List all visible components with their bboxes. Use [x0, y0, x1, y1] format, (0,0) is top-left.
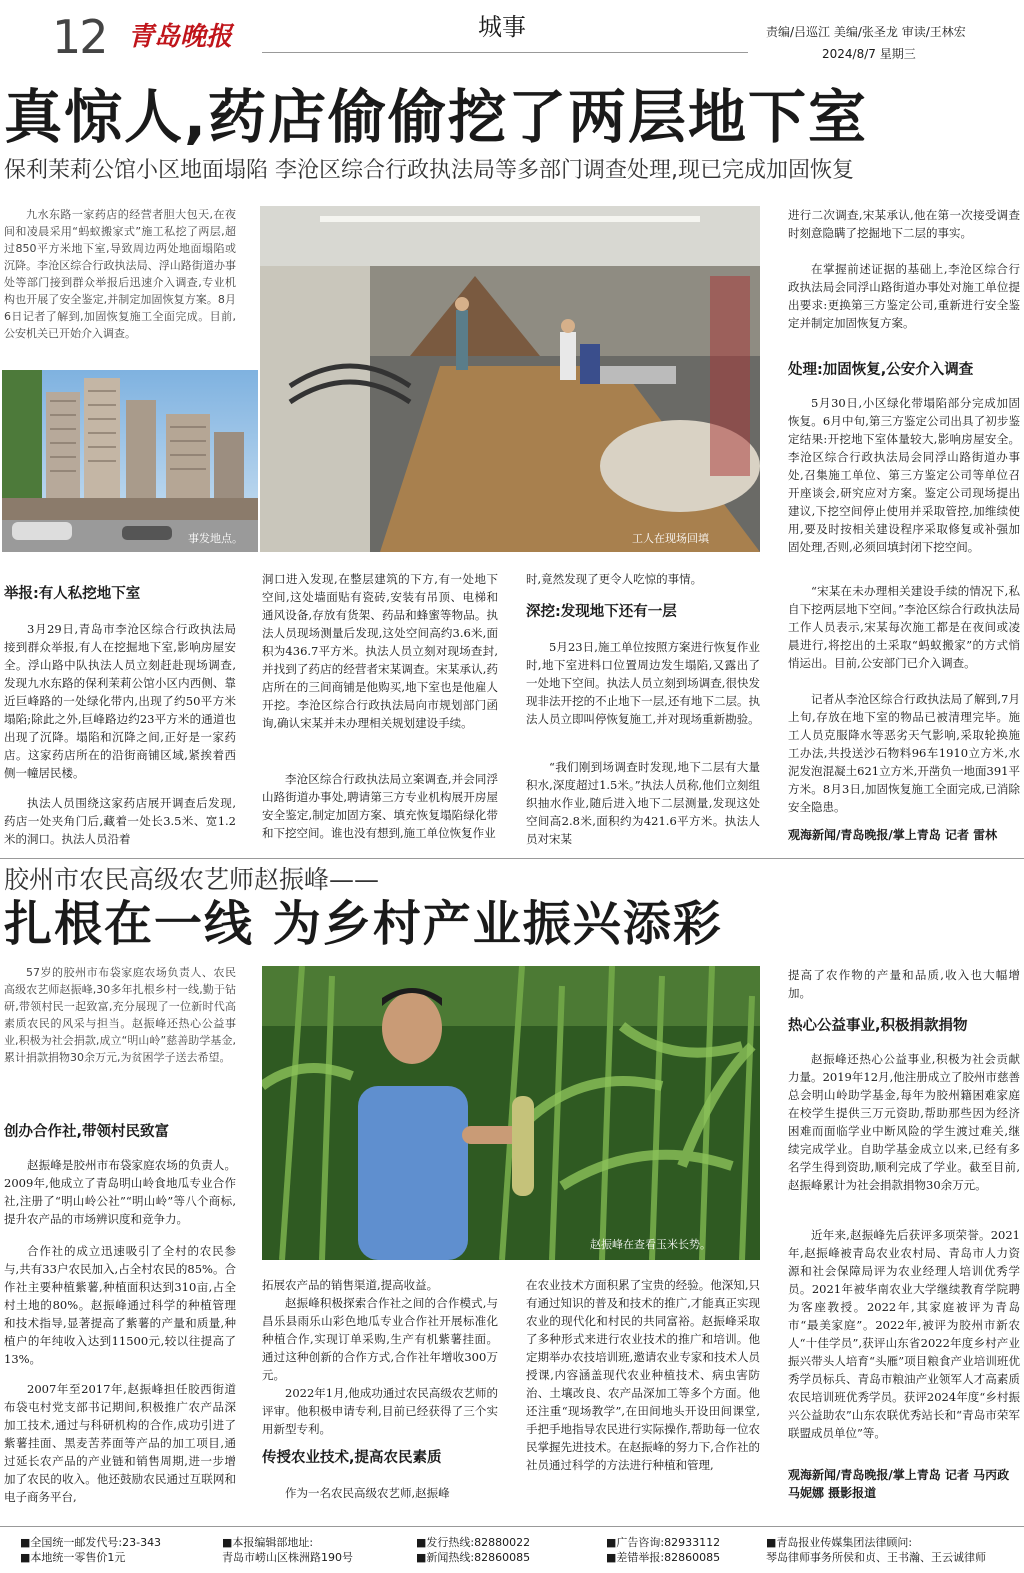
story1-right-p2 [788, 582, 1020, 690]
paragraph: 赵振峰是胶州市布袋家庭农场的负责人。2009年,他成立了青岛明山岭食地瓜专业合作社,注册了“明山岭公社”“明山岭”等八个商标,提升农产品的市场辨识度和竞争力。 [4, 1158, 236, 1226]
story1-right-p1 [788, 394, 1020, 580]
story1-photo-small-caption: 事发地点。 [188, 532, 243, 545]
story1-col3a [526, 570, 760, 590]
story1-right-top [788, 206, 1020, 260]
paragraph: 时,竟然发现了更令人吃惊的事情。 [526, 572, 703, 586]
story2-photo-caption: 赵振峰在查看玉米长势。 [590, 1238, 711, 1251]
footer-line: 琴岛律师事务所侯和贞、王书瀚、王云诚律师 [766, 1551, 986, 1564]
section-title: 城事 [478, 13, 526, 41]
paragraph: 2007年至2017年,赵振峰担任胶西街道布袋屯村党支部书记期间,积极推广农产品深加工技术,通过与科研机构的合作,成功引进了紫薯挂面、黑麦苦荞面等产品的加工项目,通过延长农产品的产业链和销售周期,进一步增加了农民的收入。他还鼓励农民通过互联网和电子商务平台, [4, 1382, 236, 1504]
footer-line: ■发行热线:82880022 [416, 1536, 531, 1549]
paragraph: 作为一名农民高级农艺师,赵振峰 [285, 1486, 450, 1500]
paragraph: 拓展农产品的销售渠道,提高收益。 [262, 1278, 439, 1292]
story2-col4 [788, 1050, 1020, 1224]
story1-headline: 真惊人,药店偷偷挖了两层地下室 [4, 83, 869, 151]
paragraph: 合作社的成立迅速吸引了全村的农民参与,共有33户农民加入,占全村农民的85%。合作社主要种植紫薯,种植面积达到310亩,占全村土地的80%。赵振峰通过科学的种植管理和技术指导,显著提高了紫薯的产量和质量,种植户的年纯收入达到11500元,较以往提高了13%。 [4, 1244, 236, 1366]
story1-byline: 观海新闻/青岛晚报/掌上青岛 记者 雷林 [788, 828, 998, 842]
footer-legal [766, 1535, 1018, 1565]
story1-right-top2 [788, 260, 1020, 348]
paragraph: “我们刚到场调查时发现,地下二层有大量积水,深度超过1.5米。”执法人员称,他们立刻组织抽水作业,随后进入地下二层测量,发现这处空间高2.8米,面积约为421.6平方米。执法人员对宋某 [526, 760, 760, 846]
story1-subhead-3: 深挖:发现地下还有一层 [526, 604, 677, 620]
story2-col4b [788, 1226, 1020, 1466]
footer-line: ■新闻热线:82860085 [416, 1551, 531, 1564]
paragraph: 赵振峰积极探索合作社之间的合作模式,与昌乐县雨乐山彩色地瓜专业合作社开展标准化种植合作,实现订单采购,生产有机紫薯挂面。通过这种创新的合作方式,合作社年增收300万元。 [262, 1296, 498, 1382]
story2-subhead-1: 创办合作社,带领村民致富 [4, 1124, 170, 1140]
footer-line: 青岛市崂山区株洲路190号 [222, 1551, 353, 1564]
story1-col3b [526, 758, 760, 848]
story2-col2 [262, 1276, 498, 1296]
story2-subhead-2: 传授农业技术,提高农民素质 [262, 1450, 442, 1466]
editors-credit: 责编/吕巡江 美编/张圣龙 审读/王林宏 [766, 25, 966, 39]
building-photo [2, 370, 258, 552]
story1-col2b [262, 770, 498, 848]
page-number: 12 [52, 10, 107, 64]
story2-col2b [262, 1294, 498, 1384]
story2-headline: 扎根在一线 为乡村产业振兴添彩 [4, 896, 723, 952]
story2-subhead-3: 热心公益事业,积极捐款捐物 [788, 1018, 968, 1034]
story2-lead [4, 964, 236, 1104]
story2-col2c [262, 1384, 498, 1438]
story2-col4a [788, 966, 1020, 1002]
paragraph: 2022年1月,他成功通过农民高级农艺师的评审。他积极申请专利,目前已经获得了三个实用新型专利。 [262, 1386, 498, 1436]
footer-line: ■广告咨询:82933112 [606, 1536, 721, 1549]
paragraph: “宋某在未办理相关建设手续的情况下,私自下挖两层地下空间。”李沧区综合行政执法局工作人员表示,宋某每次施工都是在夜间或凌晨进行,将挖出的土采取“蚂蚁搬家”的方式悄悄运出。目前,公安部门已介入调查。 [788, 584, 1020, 670]
story2-col2d [262, 1484, 498, 1504]
story1-col1b [4, 794, 236, 848]
footer-postal [20, 1535, 161, 1565]
footer-line: ■差错举报:82860085 [606, 1551, 721, 1564]
footer-ads [606, 1535, 720, 1565]
paragraph: 进行二次调查,宋某承认,他在第一次接受调查时刻意隐瞒了挖掘地下二层的事实。 [788, 208, 1020, 240]
footer-hotlines [416, 1535, 530, 1565]
paragraph: 5月23日,施工单位按照方案进行恢复作业时,地下室进料口位置周边发生塌陷,又露出了一处地下空间。执法人员立刻到场调查,很快发现非法开挖的不止地下一层,还有地下二层。执法人员立即叫停恢复施工,并对现场重新勘验。 [526, 640, 760, 726]
paragraph: 赵振峰还热心公益事业,积极为社会贡献力量。2019年12月,他注册成立了胶州市慈善总会明山岭助学基金,每年为胶州籍困难家庭在校学生提供三万元资助,帮助那些因为经济困难而面临学业中断风险的学生渡过难关,继续完成学业。自助学基金成立以来,已经有多名学生得到资助,顺利完成了学业。截至目前,赵振峰累计为社会捐款捐物30余万元。 [788, 1052, 1020, 1192]
paragraph: 记者从李沧区综合行政执法局了解到,7月上旬,存放在地下室的物品已被清理完毕。施工人员克服降水等恶劣天气影响,采取轮换施工办法,共投送沙石物料96车1910立方米,水泥发泡混凝土621立方米,开凿负一地面391平方米。8月3日,加固恢复施工全面完成,已消除安全隐患。 [788, 692, 1020, 814]
story1-lead [4, 206, 236, 366]
story2-col1c [4, 1380, 236, 1506]
issue-date: 2024/8/7 星期三 [822, 47, 916, 61]
cornfield-photo [262, 966, 760, 1260]
paragraph: 洞口进入发现,在整层建筑的下方,有一处地下空间,这处墙面贴有瓷砖,安装有吊顶、电梯和通风设备,存放有货架、药品和蜂蜜等物品。执法人员现场测量后发现,这处空间高约3.6米,面积为436.7平方米。执法人员立刻对现场查封,并找到了药店的经营者宋某调查。宋某承认,药店所在的三间商铺是他购买,地下室也是他雇人开挖。李沧区综合行政执法局向市规划部门函询,确认宋某并未办理相关规划建设手续。 [262, 572, 498, 730]
paragraph: 近年来,赵振峰先后获评多项荣誉。2021年,赵振峰被青岛农业农村局、青岛市人力资源和社会保障局评为农业经理人培训优秀学员。2021年被华南农业大学继续教育学院聘为客座教授。2022年,其家庭被评为青岛市“最美家庭”。2022年,被评为胶州市新农人“十佳学员”,获评山东省2022年度乡村产业振兴带头人培育“头雁”项目粮食产业培训班优秀学员标兵、青岛市粮油产业领军人才高素质农民培训班优秀学员。获评2024年度“乡村振兴公益助农”山东农联优秀站长和“青岛市荣军联盟成员单位”等。 [788, 1228, 1020, 1440]
story1-photo-big-caption: 工人在现场回填 [632, 532, 709, 545]
story1-col3 [526, 638, 760, 756]
paragraph: 5月30日,小区绿化带塌陷部分完成加固恢复。6月中旬,第三方鉴定公司出具了初步鉴定结果:开挖地下室体量较大,影响房屋安全。李沧区综合行政执法局会同浮山路街道办事处,召集施工单位、第三方鉴定公司等单位召开座谈会,研究应对方案。鉴定公司现场提出建议,下挖空间停止使用并采取管控,加维续使用,要及时按相关建设程序采取修复或补强加固处理,否则,必须回填封闭下挖空间。 [788, 396, 1020, 554]
story1-subheadline: 保利茉莉公馆小区地面塌陷 李沧区综合行政执法局等多部门调查处理,现已完成加固恢复 [4, 158, 854, 183]
story1-col2 [262, 570, 498, 762]
story1-lead-text: 九水东路一家药店的经营者胆大包天,在夜间和凌晨采用“蚂蚁搬家式”施工私挖了两层,超过850平方米地下室,导致周边两处地面塌陷或沉降。李沧区综合行政执法局、浮山路街道办事处等部门接到群众举报后迅速介入调查,专业机构也开展了安全鉴定,并制定加固恢复方案。8月6日记者了解到,加固恢复施工全面完成。目前,公安机关已开始介入调查。 [4, 208, 236, 340]
paragraph: 李沧区综合行政执法局立案调查,并会同浮山路街道办事处,聘请第三方专业机构展开房屋安全鉴定,制定加固方案、填充恢复塌陷绿化带和下挖空间。谁也没有想到,施工单位恢复作业 [262, 772, 498, 840]
story2-byline: 观海新闻/青岛晚报/掌上青岛 记者 马丙政 马妮娜 摄影报道 [788, 1468, 1010, 1500]
story2-photo [262, 966, 760, 1260]
paragraph: 3月29日,青岛市李沧区综合行政执法局接到群众举报,有人在挖掘地下室,影响房屋安全。浮山路中队执法人员立刻赶赴现场调查,发现九水东路的保利茉莉公馆小区内西侧、靠近巨峰路的一处绿化带内,出现了约50平方米塌陷;除此之外,巨峰路边约23平方米的通道也出现了沉降。塌陷和沉降之间,正好是一家药店。这家药店所在的沿街商铺区域,紧挨着西侧一幢居民楼。 [4, 622, 236, 780]
story1-subhead-1: 举报:有人私挖地下室 [4, 586, 141, 602]
paragraph: 提高了农作物的产量和品质,收入也大幅增加。 [788, 968, 1020, 1000]
story2-col1b [4, 1242, 236, 1380]
basement-photo [260, 206, 760, 552]
paragraph: 在掌握前述证据的基础上,李沧区综合行政执法局会同浮山路街道办事处对施工单位提出要求:更换第三方鉴定公司,重新进行安全鉴定并制定加固恢复方案。 [788, 262, 1020, 330]
story1-photo-big [260, 206, 760, 552]
footer-line: ■青岛报业传媒集团法律顾问: [766, 1536, 913, 1549]
story1-right-p3 [788, 690, 1020, 816]
story-divider [0, 858, 1024, 859]
paragraph: 在农业技术方面积累了宝贵的经验。他深知,只有通过知识的普及和技术的推广,才能真正实现农业的现代化和村民的共同富裕。赵振峰采取了多种形式来进行农业技术的推广和培训。他定期举办农技培训班,邀请农业专家和技术人员授课,内容涵盖现代农业种植技术、病虫害防治、土壤改良、农产品深加工等多个方面。他还注重“现场教学”,在田间地头开设田间课堂,手把手地指导农民进行实际操作,帮助每一位农民掌握先进技术。在赵振峰的努力下,合作社的社员通过科学的方法进行种植和管理, [526, 1278, 760, 1472]
footer-line: ■全国统一邮发代号:23-343 [20, 1536, 162, 1549]
story1-photo-small [2, 370, 258, 552]
story2-col1 [4, 1156, 236, 1240]
story2-kicker: 胶州市农民高级农艺师赵振峰—— [4, 865, 380, 894]
story1-col1 [4, 620, 236, 794]
paragraph: 执法人员围绕这家药店展开调查后发现,药店一处夹角门后,藏着一处长3.5米、宽1.2米的洞口。执法人员沿着 [4, 796, 236, 846]
footer-address [222, 1535, 353, 1565]
footer-line: ■本地统一零售价1元 [20, 1551, 126, 1564]
page-footer [0, 1526, 1024, 1573]
newspaper-logo: 青岛晚报 [128, 22, 233, 52]
story2-col3 [526, 1276, 760, 1506]
story1-subhead-right: 处理:加固恢复,公安介入调查 [788, 362, 974, 378]
story2-lead-text: 57岁的胶州市布袋家庭农场负责人、农民高级农艺师赵振峰,30多年扎根乡村一线,勤于钻研,带领村民一起致富,充分展现了一位新时代高素质农民的风采与担当。赵振峰还热心公益事业,积极为社会捐款,成立“明山岭”慈善助学基金,累计捐款捐物30余万元,为贫困学子送去希望。 [4, 966, 236, 1064]
footer-line: ■本报编辑部地址: [222, 1536, 314, 1549]
header-rule [262, 52, 748, 53]
